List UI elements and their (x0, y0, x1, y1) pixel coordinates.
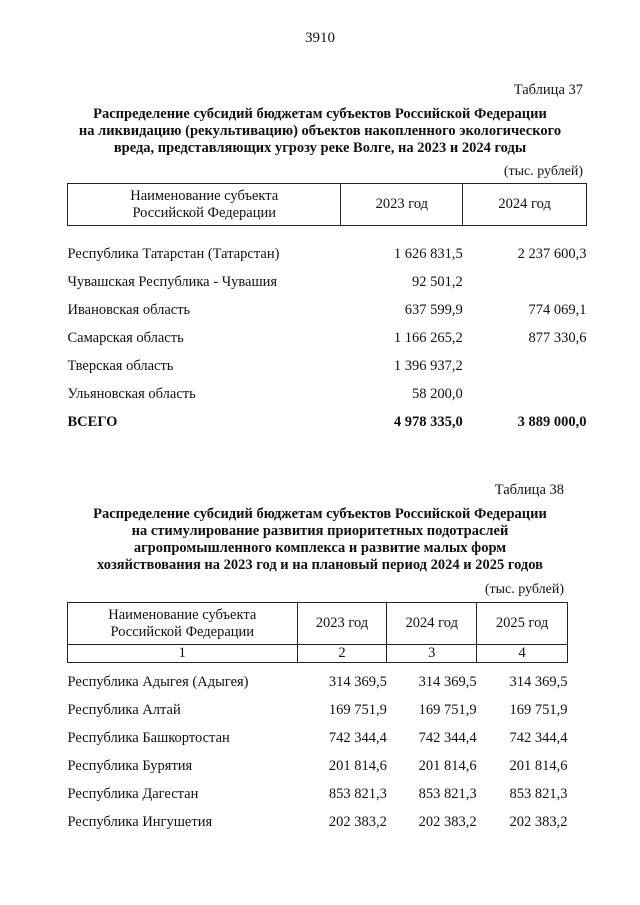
table-row (68, 297, 587, 325)
row-value-2023: 1 166 265,2 (393, 330, 463, 346)
row-value-2023: 169 751,9 (328, 702, 387, 718)
header-subject-name (68, 603, 298, 645)
column-number: 2 (297, 645, 387, 663)
row-value-2023: 58 200,0 (411, 386, 463, 402)
row-name: Республика Ингушетия (67, 814, 213, 830)
header-subject-name (68, 184, 341, 226)
table-38-title-line: Распределение субсидий бюджетам субъектов Российской Федерации (93, 506, 547, 522)
row-value-2025: 742 344,4 (509, 730, 568, 746)
table-row (68, 269, 587, 297)
column-number-row (68, 645, 568, 663)
row-value-2023: 742 344,4 (328, 730, 387, 746)
row-value-2023: 202 383,2 (328, 814, 387, 830)
row-name: Чувашская Республика - Чувашия (67, 274, 278, 290)
table-row (68, 809, 568, 837)
table-37-title-line: на ликвидацию (рекультивацию) объектов накопленного экологического (78, 123, 562, 139)
table-38-title-line: на стимулирование развития приоритетных подотраслей (131, 523, 509, 539)
total-value-2023: 4 978 335,0 (393, 414, 463, 430)
table-row (68, 241, 587, 269)
row-value-2025: 201 814,6 (509, 758, 568, 774)
header-2024: 2024 год (387, 603, 477, 645)
table-row (68, 781, 568, 809)
table-row (68, 325, 587, 353)
row-name: Республика Дагестан (67, 786, 199, 802)
row-name: Ивановская область (67, 302, 191, 318)
table-37-header-row (68, 184, 587, 226)
total-value-2024: 3 889 000,0 (517, 414, 587, 430)
row-value-2024: 877 330,6 (528, 330, 587, 346)
row-value-2025: 169 751,9 (509, 702, 568, 718)
table-row (68, 753, 568, 781)
row-value-2024: 169 751,9 (418, 702, 477, 718)
header-line: Российской Федерации (132, 204, 277, 221)
table-row (68, 725, 568, 753)
row-value-2023: 1 626 831,5 (393, 246, 463, 262)
row-value-2024 (463, 353, 587, 381)
header-2023: 2023 год (341, 184, 463, 226)
header-line: Российской Федерации (110, 623, 255, 640)
column-number: 4 (477, 645, 568, 663)
row-value-2023: 637 599,9 (404, 302, 463, 318)
table-38-title-line: хозяйствования на 2023 год и на плановый период 2024 и 2025 годов (97, 557, 543, 573)
table-37 (67, 183, 587, 437)
row-value-2025: 314 369,5 (509, 674, 568, 690)
row-name: Ульяновская область (67, 386, 196, 402)
row-name: Республика Башкортостан (67, 730, 230, 746)
table-37-unit: (тыс. рублей) (503, 164, 583, 179)
total-row (68, 409, 587, 437)
row-name: Республика Бурятия (67, 758, 193, 774)
row-value-2024: 202 383,2 (418, 814, 477, 830)
header-line: Наименование субъекта (108, 606, 257, 623)
row-value-2024: 201 814,6 (418, 758, 477, 774)
table-row (68, 353, 587, 381)
row-name: Республика Татарстан (Татарстан) (67, 246, 280, 262)
row-value-2023: 314 369,5 (328, 674, 387, 690)
header-2023: 2023 год (297, 603, 387, 645)
total-label: ВСЕГО (67, 414, 118, 430)
row-value-2023: 92 501,2 (411, 274, 463, 290)
table-38-unit: (тыс. рублей) (484, 582, 564, 597)
table-38-label: Таблица 38 (494, 482, 564, 498)
table-37-label: Таблица 37 (513, 82, 583, 98)
table-38-header-row (68, 603, 568, 645)
row-value-2024 (463, 269, 587, 297)
row-value-2023: 853 821,3 (328, 786, 387, 802)
row-value-2024: 314 369,5 (418, 674, 477, 690)
row-value-2023: 201 814,6 (328, 758, 387, 774)
table-37-title-line: Распределение субсидий бюджетам субъектов Российской Федерации (93, 106, 547, 122)
table-37-title-line: вреда, представляющих угрозу реке Волге, на 2023 и 2024 годы (113, 140, 527, 156)
table-38 (67, 602, 568, 837)
row-value-2024: 742 344,4 (418, 730, 477, 746)
column-number: 3 (387, 645, 477, 663)
row-value-2025: 202 383,2 (509, 814, 568, 830)
row-value-2024: 853 821,3 (418, 786, 477, 802)
header-line: Наименование субъекта (130, 187, 279, 204)
header-2024: 2024 год (463, 184, 587, 226)
column-number: 1 (68, 645, 298, 663)
table-38-title (40, 506, 600, 574)
row-value-2024 (463, 381, 587, 409)
row-name: Республика Адыгея (Адыгея) (67, 674, 249, 690)
page-number: 3910 (305, 30, 335, 46)
row-name: Самарская область (67, 330, 184, 346)
table-row (68, 381, 587, 409)
row-name: Тверская область (67, 358, 174, 374)
header-2025: 2025 год (477, 603, 568, 645)
row-value-2023: 1 396 937,2 (393, 358, 463, 374)
table-37-title (40, 106, 600, 157)
table-row (68, 697, 568, 725)
row-value-2024: 2 237 600,3 (517, 246, 587, 262)
row-name: Республика Алтай (67, 702, 181, 718)
table-row (68, 669, 568, 697)
table-38-title-line: агропромышленного комплекса и развитие малых форм (133, 540, 507, 556)
row-value-2025: 853 821,3 (509, 786, 568, 802)
row-value-2024: 774 069,1 (528, 302, 587, 318)
